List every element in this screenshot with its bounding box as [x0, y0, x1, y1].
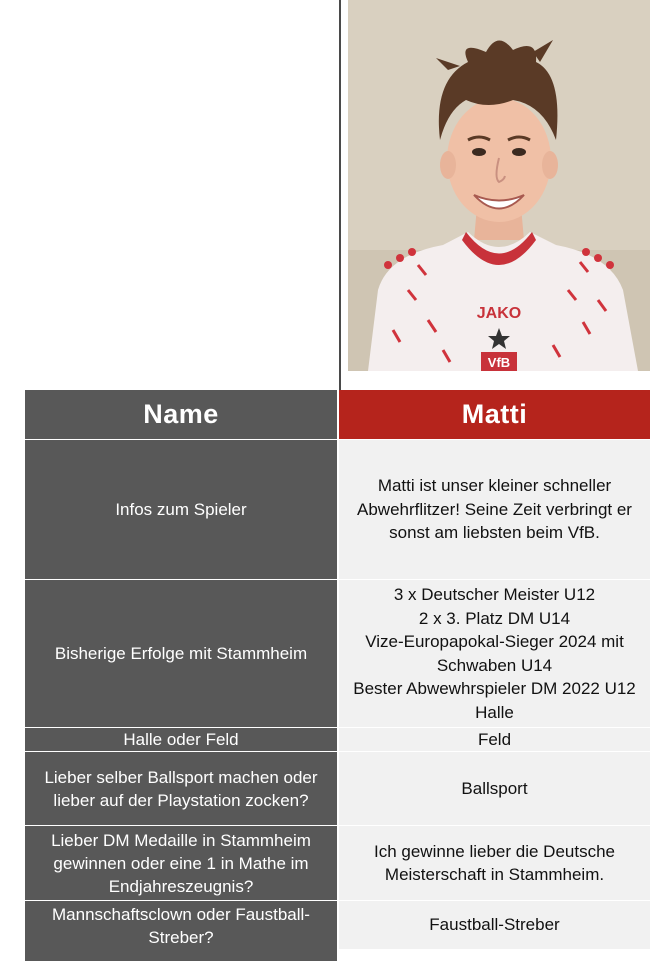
- row-label: Lieber selber Ballsport machen oder lieber auf der Playstation zocken?: [25, 752, 339, 825]
- table-row: [25, 728, 650, 752]
- player-photo: [348, 0, 650, 371]
- player-profile-table: [25, 390, 650, 962]
- table-row: [25, 901, 650, 962]
- row-value: Matti ist unser kleiner schneller Abwehrflitzer! Seine Zeit verbringt er sonst am liebsten beim VfB.: [339, 440, 650, 579]
- table-row: [25, 580, 650, 728]
- row-label: Halle oder Feld: [25, 728, 339, 751]
- row-label: Mannschaftsclown oder Faustball-Streber?: [25, 901, 339, 961]
- list-item: Vize-Europapokal-Sieger 2024 mit Schwaben U14: [365, 632, 624, 675]
- row-label: Infos zum Spieler: [25, 440, 339, 579]
- row-value-list: [339, 580, 650, 727]
- row-label: Bisherige Erfolge mit Stammheim: [25, 580, 339, 727]
- list-item: Bester Abwewhrspieler DM 2022 U12 Halle: [353, 679, 636, 722]
- list-item: 3 x Deutscher Meister U12: [393, 585, 596, 604]
- table-row: [25, 440, 650, 580]
- player-name: Matti: [339, 390, 650, 439]
- row-label: Lieber DM Medaille in Stammheim gewinnen oder eine 1 in Mathe im Endjahreszeugnis?: [25, 826, 339, 900]
- column-divider: [339, 0, 341, 390]
- crest-text: VfB: [487, 355, 511, 370]
- row-value: Feld: [339, 728, 650, 751]
- row-value: Faustball-Streber: [339, 901, 650, 949]
- row-value: Ballsport: [339, 752, 650, 825]
- list-item: 2 x 3. Platz DM U14: [418, 608, 571, 628]
- table-row: [25, 826, 650, 901]
- row-value: Ich gewinne lieber die Deutsche Meisterschaft in Stammheim.: [339, 826, 650, 900]
- jersey-brand: JAKO: [476, 305, 522, 322]
- table-row: [25, 752, 650, 826]
- header-label: Name: [25, 390, 339, 439]
- player-illustration: [348, 0, 650, 371]
- header-row: [25, 390, 650, 440]
